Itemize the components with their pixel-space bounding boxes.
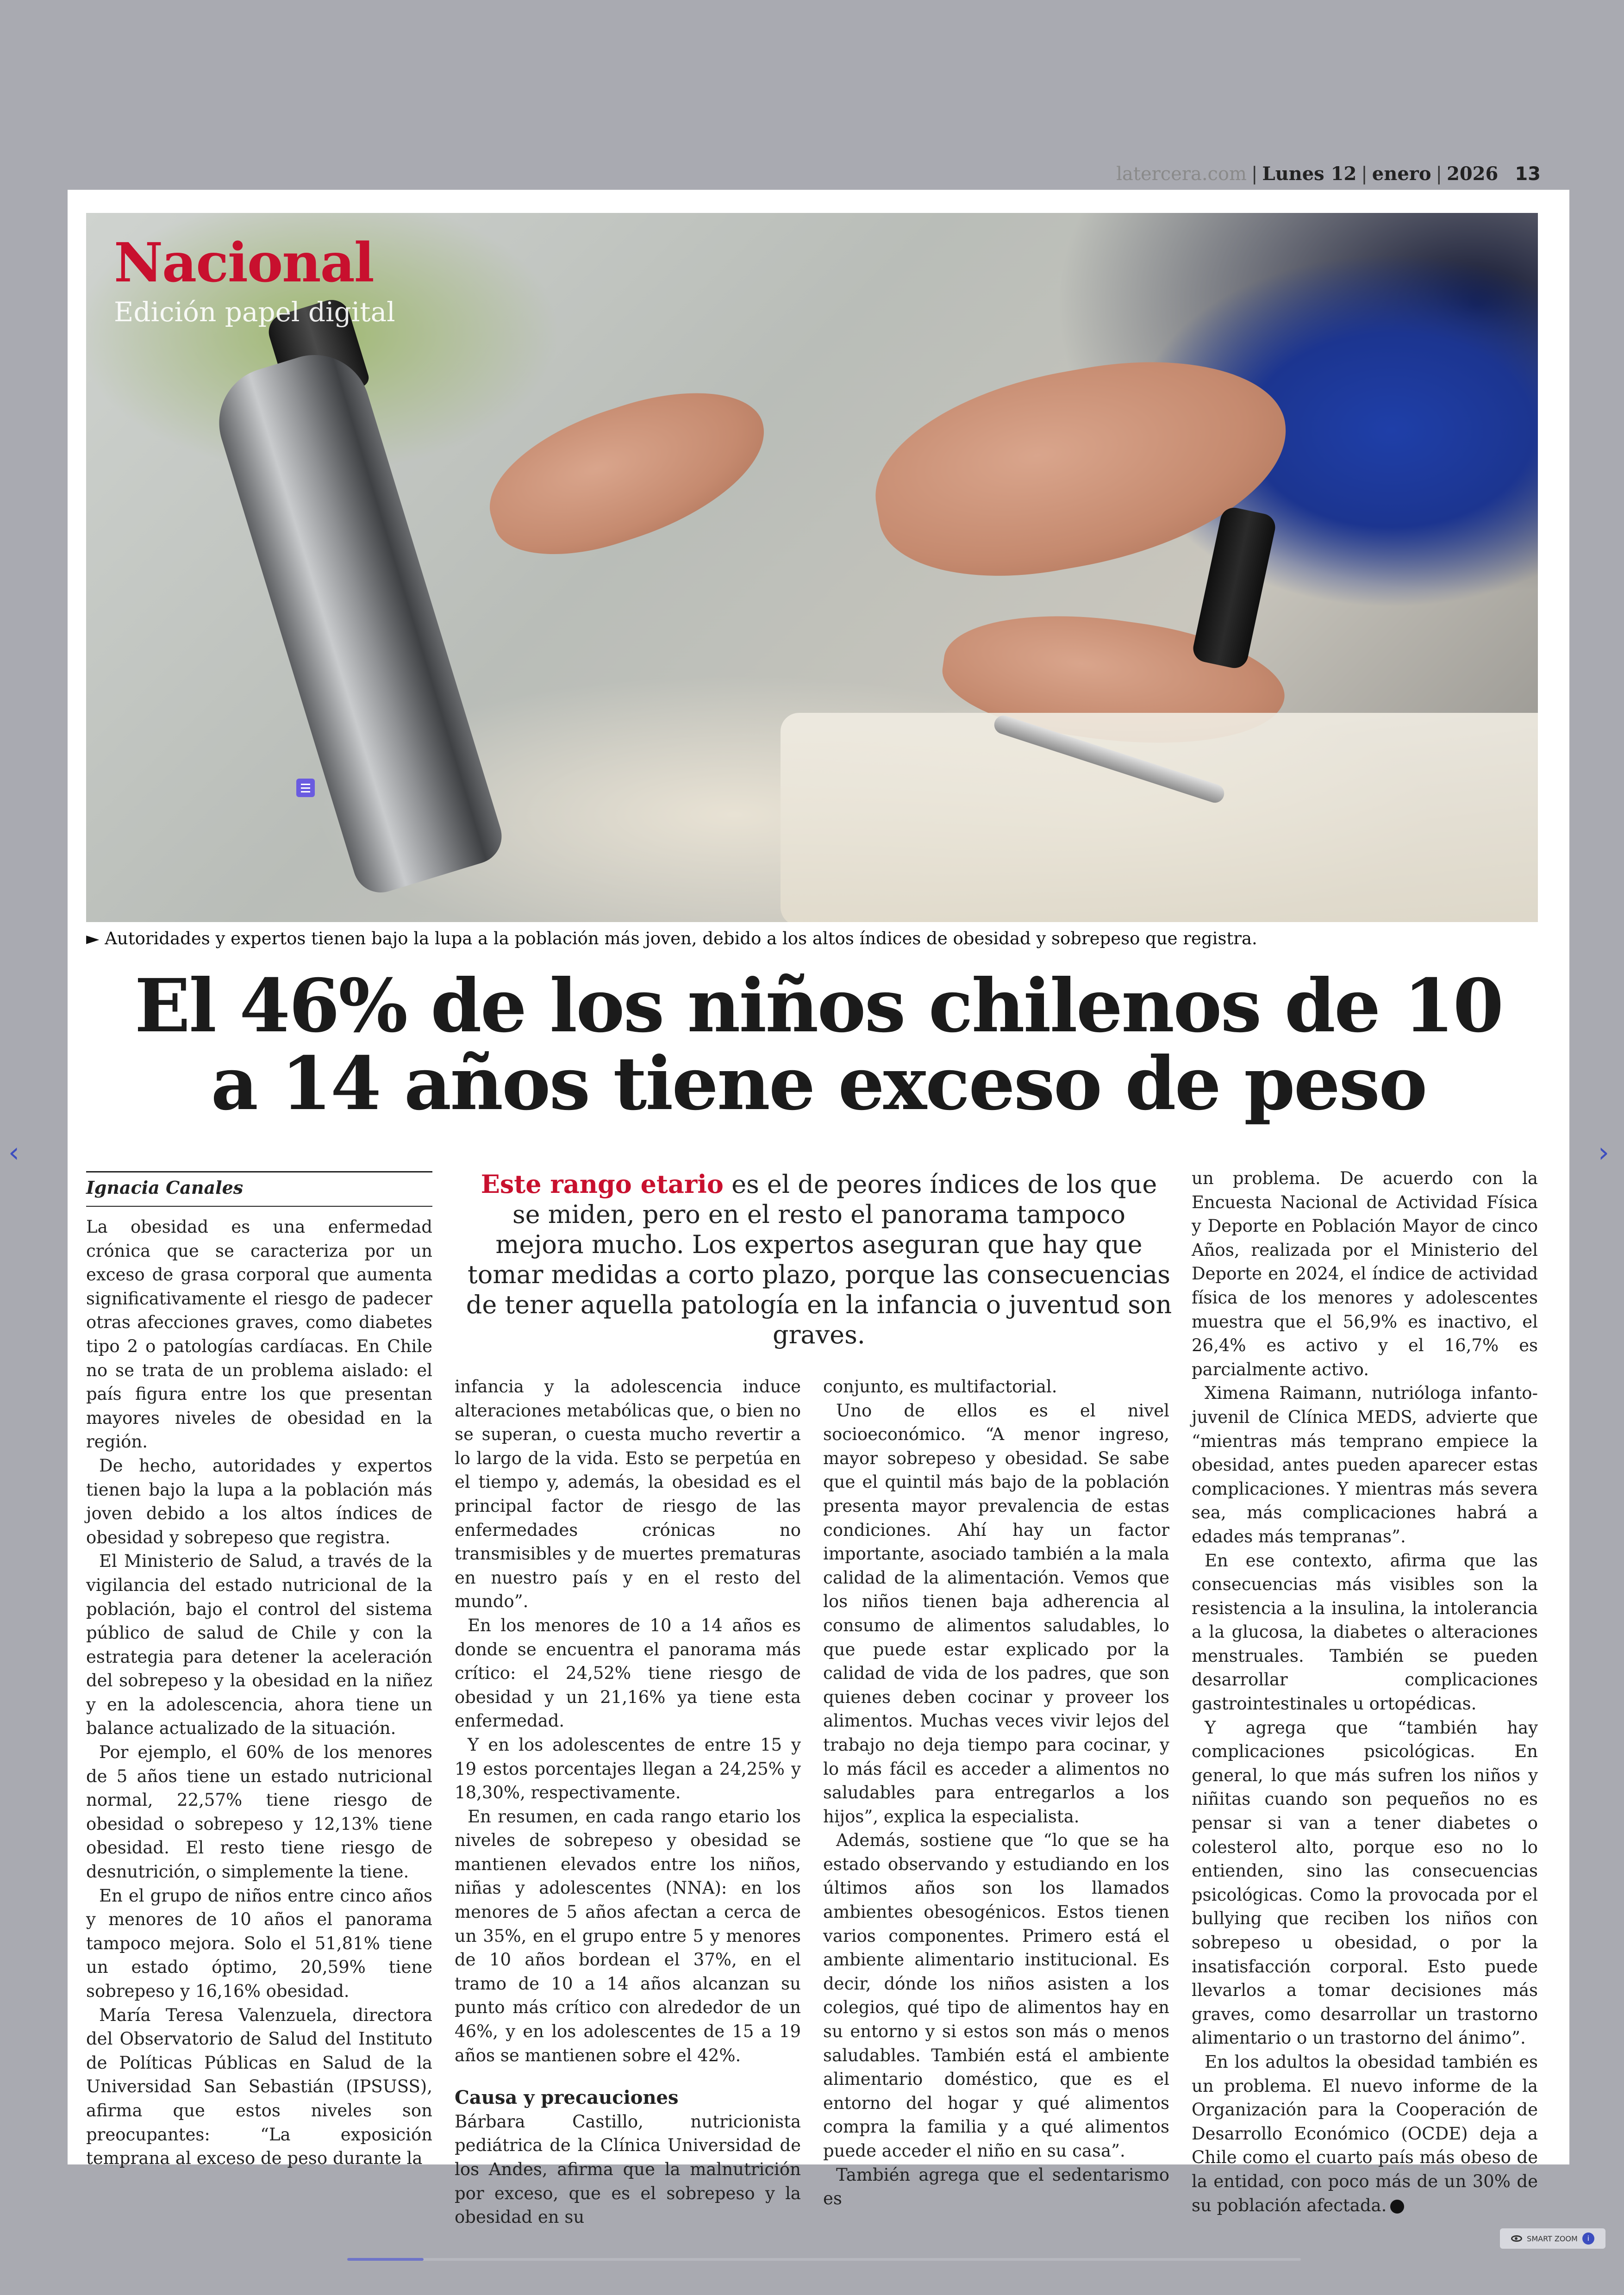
headline: El 46% de los niños chilenos de 10 a 14 años tiene exceso de peso	[134, 963, 1503, 1127]
paragraph: Bárbara Castillo, nutricionista pediátrica de la Clínica Universidad de los Andes, afirma que la malnutrición por exceso, que es el sobrepeso y la obesidad en su	[455, 2111, 801, 2227]
chevron-left-icon[interactable]: ‹	[8, 1136, 19, 1169]
masthead-day: Lunes 12	[1262, 163, 1357, 185]
paragraph: Uno de ellos es el nivel socioeconómico. “A menor ingreso, mayor sobrepeso y obesidad. Se sabe que el quintil más bajo de la población presenta mayor prevalencia de estas condiciones. Ahí hay un factor importante, asociado también a la mala calidad de la alimentación. Vemos que los niños tienen baja adherencia al consumo de alimentos saludables, lo que puede estar explicado por la calidad de vida de los padres, que son quienes deben cocinar y proveer los alimentos. Muchas veces vivir lejos del trabajo no deja tiempo para cocinar, y lo más fácil es acceder a alimentos no saludables para entregarlos a los hijos”, explica la especialista.	[823, 1400, 1169, 1827]
masthead-separator: |	[1361, 163, 1368, 185]
section-subtitle: Edición papel digital	[114, 296, 395, 328]
masthead-month: enero	[1372, 163, 1431, 185]
water-bottle-photo	[206, 341, 509, 899]
subheading: Causa y precauciones	[455, 2087, 679, 2109]
wristwatch-photo	[1191, 505, 1278, 671]
paragraph: En el grupo de niños entre cinco años y menores de 10 años el panorama tampoco mejora. Solo el 51,81% tiene un estado óptimo, 20,59% tiene sobrepeso y 16,16% obesidad.	[86, 1885, 432, 2001]
info-badge: i	[1582, 2233, 1594, 2245]
article-column-1	[86, 1215, 432, 2170]
annotation-marker-icon[interactable]	[296, 779, 315, 797]
paragraph: Por ejemplo, el 60% de los menores de 5 años tiene un estado nutricional normal, 22,57% tiene riesgo de obesidad o sobrepeso y 12,13% tiene obesidad. El resto tiene riesgo de desnutrición, o simplemente la tiene.	[86, 1742, 432, 1882]
masthead	[1116, 163, 1541, 185]
paragraph: En ese contexto, afirma que las consecuencias más visibles son la resistencia a la insulina, la intolerancia a la glucosa, la diabetes o alteraciones menstruales. También se pueden desarrollar complicaciones gastrointestinales u ortopédicas.	[1192, 1550, 1538, 1714]
section-title: Nacional	[114, 231, 374, 294]
paragraph: Y agrega que “también hay complicaciones psicológicas. En general, lo que más sufren los niños y niñitas cuando son pequeños no es pensar si van a tener diabetes o colesterol alto, porque eso no lo entienden, sino las consecuencias psicológicas. Como la provocada por el bullying que reciben los niños con sobrepeso u obesidad, o por la insatisfacción corporal. Esto puede llevarlos a tomar decisiones más graves, como desarrollar un trastorno alimentario o un trastorno del ánimo”.	[1192, 1717, 1538, 2048]
chevron-right-icon[interactable]: ›	[1598, 1136, 1609, 1169]
paragraph: De hecho, autoridades y expertos tienen bajo la lupa a la población más joven debido a los altos índices de obesidad y sobrepeso que registra.	[86, 1455, 432, 1547]
paragraph: En los menores de 10 a 14 años es donde se encuentra el panorama más crítico: el 24,52% tiene riesgo de obesidad y un 21,16% ya tiene esta enfermedad.	[455, 1615, 801, 1731]
article-column-3	[823, 1375, 1169, 2211]
paragraph: infancia y la adolescencia induce alteraciones metabólicas que, o bien no se superan, o cuesta mucho revertir a lo largo de la vida. Esto se perpetúa en el tiempo y, además, la obesidad es el principal factor de riesgo de las enfermedades crónicas no transmisibles y de muertes prematuras en nuestro país y en el resto del mundo”.	[455, 1377, 801, 1612]
paragraph: Además, sostiene que “lo que se ha estado observando y estudiando en los últimos años son los llamados ambientes obesogénicos. Estos tienen varios componentes. Primero está el ambiente alimentario institucional. Es decir, dónde los niños asisten a los colegios, qué tipo de alimentos hay en su entorno y si estos son más o menos saludables. También está el ambiente alimentario doméstico, que es el entorno del hogar y qué alimentos compra la familia y a qué alimentos puede acceder el niño en su casa”.	[823, 1830, 1169, 2161]
masthead-separator: |	[1251, 163, 1258, 185]
page-progress-bar[interactable]	[347, 2258, 1301, 2261]
paragraph: El Ministerio de Salud, a través de la vigilancia del estado nutricional de la población, bajo el control del sistema público de salud de Chile y con la estrategia para detener la aceleración del sobrepeso y la obesidad en la niñez y en la adolescencia, ahora tiene un balance actualizado de la situación.	[86, 1551, 432, 1739]
byline: Ignacia Canales	[86, 1171, 432, 1198]
paragraph	[1192, 2050, 1538, 2217]
lead-photo	[86, 213, 1538, 922]
masthead-year: 2026	[1447, 163, 1499, 185]
child-hand-photo	[471, 366, 784, 578]
paragraph: María Teresa Valenzuela, directora del Observatorio de Salud del Instituto de Políticas Públicas en Salud de la Universidad San Sebastián (IPSUSS), afirma que estos niveles son preocupantes: “La exposición temprana al exceso de peso durante la	[86, 2005, 432, 2169]
paragraph: Ximena Raimann, nutrióloga infanto-juvenil de Clínica MEDS, advierte que “mientras más temprano empiece la obesidad, antes pueden aparecer estas complicaciones. Y mientras más severa sea, más complicaciones habrá a edades más tempranas”.	[1192, 1383, 1538, 1547]
smart-zoom-button[interactable]	[1500, 2228, 1605, 2249]
newspaper-page	[68, 190, 1569, 2227]
photo-caption: ► Autoridades y expertos tienen bajo la lupa a la población más joven, debido a los altos índices de obesidad y sobrepeso que registra.	[86, 929, 1257, 948]
end-of-article-icon	[1390, 2200, 1404, 2214]
paragraph: También agrega que el sedentarismo es	[823, 2164, 1169, 2209]
masthead-separator: |	[1436, 163, 1442, 185]
page-progress-fill	[347, 2258, 424, 2261]
lede-text: es el de peores índices de los que se miden, pero en el resto el panorama tampoco mejora mucho. Los expertos aseguran que hay que tomar medidas a corto plazo, porque las consecuencias de tener aquella patología en la infancia o juventud son graves.	[466, 1170, 1172, 1349]
eye-icon	[1511, 2235, 1522, 2242]
paragraph: conjunto, es multifactorial.	[823, 1377, 1057, 1397]
paragraph: La obesidad es una enfermedad crónica que se caracteriza por un exceso de grasa corporal que aumenta significativamente el riesgo de padecer otras afecciones graves, como diabetes tipo 2 o patologías cardíacas. En Chile no se trata de un problema aislado: el país figura entre los que presentan mayores niveles de obesidad en la región.	[86, 1217, 432, 1452]
article-column-4	[1192, 1166, 1538, 2217]
food-tray-photo	[781, 713, 1538, 922]
byline-divider	[86, 1206, 432, 1207]
masthead-site: latercera.com	[1116, 163, 1247, 185]
lede	[465, 1169, 1173, 1350]
page-number: 13	[1515, 163, 1541, 185]
paragraph: En resumen, en cada rango etario los niveles de sobrepeso y obesidad se mantienen elevados entre los niños, niñas y adolescentes (NNA): en los menores de 5 años afectan a cerca de un 35%, en el grupo entre 5 y menores de 10 años bordean el 37%, en el tramo de 10 a 14 años alcanzan su punto más crítico con alrededor de un 46%, y en los adolescentes de 15 a 19 años se mantienen sobre el 42%.	[455, 1806, 801, 2065]
lede-highlight: Este rango etario	[481, 1169, 724, 1199]
paragraph: Y en los adolescentes de entre 15 y 19 estos porcentajes llegan a 24,25% y 18,30%, respectivamente.	[455, 1734, 801, 1803]
smart-zoom-label: SMART ZOOM	[1527, 2234, 1578, 2243]
paragraph: un problema. De acuerdo con la Encuesta Nacional de Actividad Física y Deporte en Población Mayor de cinco Años, realizada por el Ministerio del Deporte en 2024, el índice de actividad física de los menores y adolescentes muestra que el 56,9% es inactivo, el 26,4% es activo y el 16,7% es parcialmente activo.	[1192, 1168, 1538, 1379]
article-column-2	[455, 1375, 801, 2229]
paragraph-text: En los adultos la obesidad también es un problema. El nuevo informe de la Organización para la Cooperación de Desarrollo Económico (OCDE) deja a Chile como el cuarto país más obeso de la entidad, con poco más de un 30% de su población afectada.	[1192, 2052, 1538, 2215]
